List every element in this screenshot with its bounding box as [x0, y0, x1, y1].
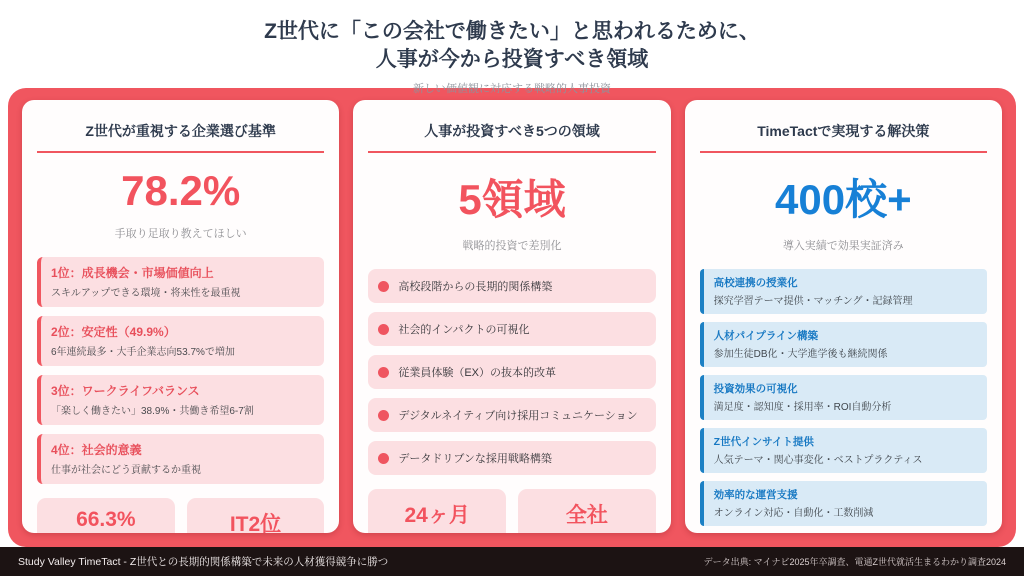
bullet-text: 高校段階からの長期的関係構築	[398, 281, 553, 293]
page-title	[0, 18, 1024, 74]
rank-item-desc: 仕事が社会にどう貢献するか重視	[51, 465, 201, 476]
page-subtitle: 新しい価値観に対応する戦略的人事投資	[413, 83, 611, 95]
solution-desc: 参加生徒DB化・大学進学後も継続関係	[713, 349, 888, 360]
card-criteria-big-number: 78.2%	[121, 167, 241, 214]
bullet-text: 社会的インパクトの可視化	[398, 324, 530, 336]
solution-item-5	[700, 481, 987, 526]
card-timetact-big-number: 400校+	[775, 176, 912, 223]
card-timetact-title: TimeTactで実現する解決策	[700, 113, 987, 153]
solution-item-4	[700, 428, 987, 473]
rank-item-title: 4位：社会的意義	[51, 443, 142, 457]
card-criteria-caption: 手取り足取り教えてほしい	[114, 228, 247, 240]
bullet-dot-icon	[378, 324, 389, 335]
bullet-text: データドリブンな採用戦略構築	[398, 453, 552, 465]
solution-desc: 人気テーマ・関心事変化・ベストプラクティス	[713, 455, 923, 466]
bullet-text: 従業員体験（EX）の抜本的改革	[398, 367, 557, 379]
page-title-line1: Z世代に「この会社で働きたい」と思われるために、	[264, 20, 760, 43]
bullet-dot-icon	[378, 410, 389, 421]
solution-title: 投資効果の可視化	[713, 383, 798, 395]
stat-value: 全社	[565, 504, 608, 527]
bullet-item-2	[368, 312, 655, 346]
bullet-dot-icon	[378, 367, 389, 378]
bullet-item-5	[368, 441, 655, 475]
solution-desc: 探究学習テーマ提供・マッチング・記録管理	[713, 296, 913, 307]
card-criteria-title: Z世代が重視する企業選び基準	[37, 113, 324, 153]
bullet-dot-icon	[378, 453, 389, 464]
bullet-item-1	[368, 269, 655, 303]
rank-item-4	[37, 434, 324, 484]
card-investment-caption: 戦略的投資で差別化	[462, 240, 562, 252]
card-timetact-caption: 導入実績で効果実証済み	[782, 240, 904, 252]
solution-item-2	[700, 322, 987, 367]
solution-desc: 満足度・認知度・採用率・ROI自動分析	[713, 402, 892, 413]
rank-item-desc: 「楽しく働きたい」38.9%・共働き希望6-7割	[51, 406, 254, 417]
footer-brand-text: Study Valley TimeTact - Z世代との長期的関係構築で未来の人材獲得競争に勝つ	[18, 556, 389, 568]
stat-value: IT2位	[229, 513, 282, 533]
card-investment-big-number: 5領域	[458, 176, 566, 223]
card-criteria-stats	[37, 498, 324, 533]
solution-title: 人材パイプライン構築	[713, 330, 819, 342]
rank-item-title: 1位：成長機会・市場価値向上	[51, 266, 214, 280]
stat-value: 66.3%	[76, 508, 136, 531]
footer-data-source: データ出典: マイナビ2025年卒調査、電通Z世代就活生まるわかり調査2024	[703, 557, 1006, 567]
rank-item-desc: 6年連続最多・大手企業志向53.7%で増加	[51, 347, 235, 358]
rank-item-2	[37, 316, 324, 366]
rank-item-1	[37, 257, 324, 307]
card-investment-title: 人事が投資すべき5つの領域	[368, 113, 655, 153]
card-timetact-solutions	[685, 100, 1002, 533]
footer-bar	[0, 547, 1024, 576]
bullet-item-4	[368, 398, 655, 432]
card-investment-stats	[368, 489, 655, 533]
solution-item-1	[700, 269, 987, 314]
coral-panel	[8, 88, 1016, 547]
stat-duration	[368, 489, 506, 533]
rank-item-title: 2位：安定性（49.9%）	[51, 325, 176, 339]
stat-it-industry	[187, 498, 325, 533]
stat-office-preference	[37, 498, 175, 533]
page-title-line2: 人事が今から投資すべき領域	[375, 48, 649, 71]
stat-value: 24ヶ月	[404, 504, 470, 527]
stat-company-wide	[518, 489, 656, 533]
rank-item-title: 3位：ワークライフバランス	[51, 384, 200, 398]
cards-row	[8, 88, 1016, 547]
card-criteria	[22, 100, 339, 533]
solution-title: Z世代インサイト提供	[713, 436, 814, 448]
solution-title: 高校連携の授業化	[713, 277, 798, 289]
solution-title: 効率的な運営支援	[713, 489, 798, 501]
slide-header	[0, 0, 1024, 95]
bullet-dot-icon	[378, 281, 389, 292]
bullet-text: デジタルネイティブ向け採用コミュニケーション	[398, 410, 638, 422]
rank-item-3	[37, 375, 324, 425]
rank-item-desc: スキルアップできる環境・将来性を最重視	[51, 288, 241, 299]
card-investment-areas	[353, 100, 670, 533]
solution-item-3	[700, 375, 987, 420]
bullet-item-3	[368, 355, 655, 389]
solution-desc: オンライン対応・自動化・工数削減	[713, 508, 874, 519]
